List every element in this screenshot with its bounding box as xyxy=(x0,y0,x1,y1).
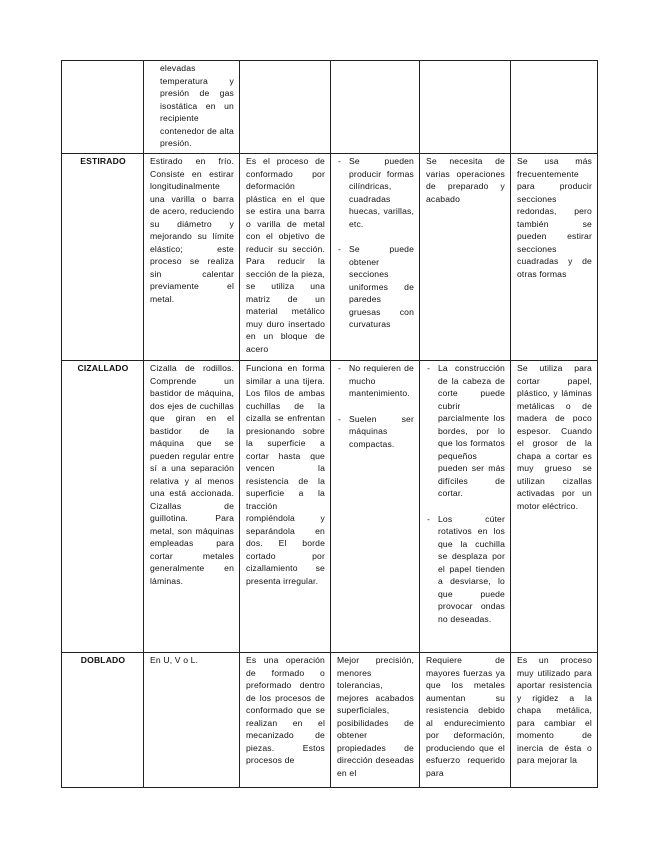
method-cell: elevadas temperatura y presión de gas isostática en un recipiente contenedor de alta presión. xyxy=(144,61,240,154)
table-row xyxy=(62,653,598,788)
advantages-cell xyxy=(331,361,420,653)
disadvantages-cell: Se necesita de varias operaciones de preparado y acabado xyxy=(420,154,511,361)
process-label xyxy=(62,61,144,154)
table-row xyxy=(62,61,598,154)
method-cell: Cizalla de rodillos. Comprende un bastidor de máquina, dos ejes de cuchillas que giran en el bastidor de la máquina que se pueden regular entre sí a una separación relativa y al menos una está accionada. Cizallas de guillotina. Para metal, son máquinas empleadas para cortar metales generalmente en láminas. xyxy=(144,361,240,653)
table-row xyxy=(62,361,598,653)
applications-cell: Se usa más frecuentemente para producir secciones redondas, pero también se pueden estirar secciones cuadradas y de otras formas xyxy=(511,154,598,361)
disadvantages-cell: Requiere de mayores fuerzas ya que los metales aumentan su resistencia debido al endurecimiento por deformación, produciendo que el esfuerzo requerido para xyxy=(420,653,511,788)
process-label: DOBLADO xyxy=(62,653,144,788)
applications-cell: Se utiliza para cortar papel, plástico, y láminas metálicas o de madera de poco espesor. Cuando el grosor de la chapa a cortar es muy grueso se utilizan cizallas activadas por un motor eléctrico. xyxy=(511,361,598,653)
advantages-cell xyxy=(331,154,420,361)
list-item: - Los cúter rotativos en los que la cuchilla se desplaza por el papel tienden a desviarse, lo que puede provocar ondas no deseadas. xyxy=(426,513,505,626)
disadvantages-cell xyxy=(420,361,511,653)
list-item: - La construcción de la cabeza de corte puede cubrir parcialmente los bordes, por lo que los formatos pequeños pueden ser más difíciles de cortar. xyxy=(426,362,505,500)
list-item: - Se pueden producir formas cilíndricas, cuadradas huecas, varillas, etc. xyxy=(337,155,414,230)
disadvantages-cell xyxy=(420,61,511,154)
process-label: CIZALLADO xyxy=(62,361,144,653)
description-cell: Funciona en forma similar a una tijera. Los filos de ambas cuchillas de la cizalla se enfrentan presionando sobre la superficie a cortar hasta que vencen la resistencia de la superficie a la tracción rompiéndola y separándola en dos. El borde cortado por cizallamiento se presenta irregular. xyxy=(240,361,331,653)
advantages-cell xyxy=(331,61,420,154)
applications-cell: Es un proceso muy utilizado para aportar resistencia y rigidez a la chapa metálica, para cambiar el momento de inercia de ésta o para mejorar la xyxy=(511,653,598,788)
list-item: - Se puede obtener secciones uniformes de paredes gruesas con curvaturas xyxy=(337,243,414,331)
advantages-cell: Mejor precisión, menores tolerancias, mejores acabados superficiales, posibilidades de obtener propiedades de dirección deseadas en el xyxy=(331,653,420,788)
description-cell xyxy=(240,61,331,154)
process-table xyxy=(61,60,598,788)
method-cell: Estirado en frío. Consiste en estirar longitudinalmente una varilla o barra de acero, reduciendo su diámetro y mejorando su límite elástico; este proceso se realiza sin calentar previamente el metal. xyxy=(144,154,240,361)
list-item: - No requieren de mucho mantenimiento. xyxy=(337,362,414,400)
applications-cell xyxy=(511,61,598,154)
table-row xyxy=(62,154,598,361)
description-cell: Es una operación de formado o preformado dentro de los procesos de conformado que se realizan en el mecanizado de piezas. Estos procesos de xyxy=(240,653,331,788)
list-item: - Suelen ser máquinas compactas. xyxy=(337,413,414,451)
description-cell: Es el proceso de conformado por deformación plástica en el que se estira una barra o varilla de metal con el objetivo de reducir su sección. Para reducir la sección de la pieza, se utiliza una matriz de un material metálico muy duro insertado en un bloque de acero xyxy=(240,154,331,361)
process-label: ESTIRADO xyxy=(62,154,144,361)
method-cell: En U, V o L. xyxy=(144,653,240,788)
